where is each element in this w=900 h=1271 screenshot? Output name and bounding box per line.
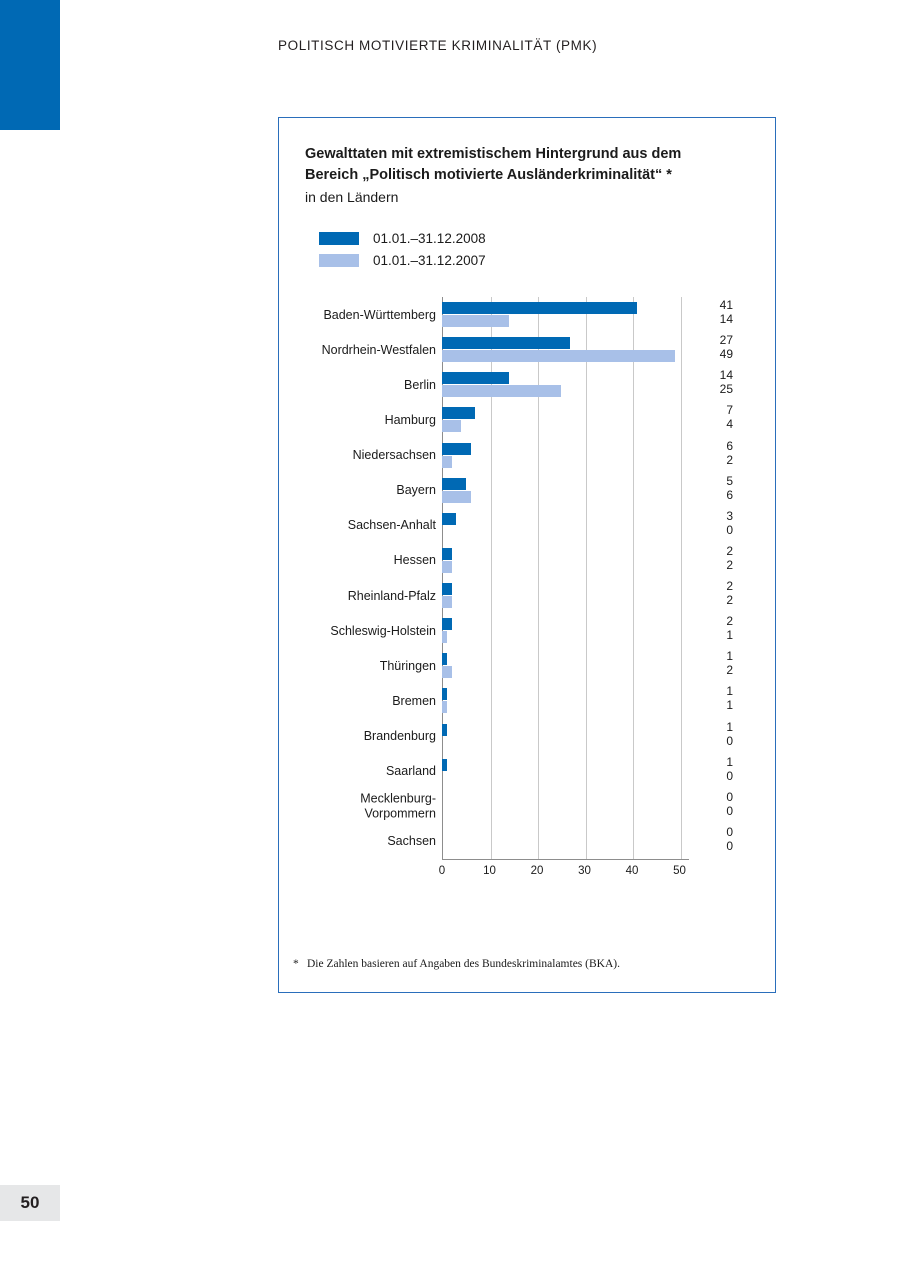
bar-group [442,367,689,402]
bar-group [442,789,689,824]
bar-2007 [442,315,509,327]
bar-2008 [442,653,447,665]
legend-item-2007 [319,249,749,271]
value-label-2007: 2 [726,663,733,678]
value-label-2007: 0 [726,733,733,748]
value-label-2008: 2 [726,579,733,594]
chart-row [279,508,775,543]
category-label: Bremen [392,693,436,708]
bar-2008 [442,337,570,349]
value-label-2007: 0 [726,522,733,537]
decorative-corner-block [0,0,60,130]
bar-2008 [442,548,452,560]
bar-group [442,824,689,859]
chart-row [279,613,775,648]
bar-2007 [442,456,452,468]
figure-container [278,117,776,993]
chart-row [279,438,775,473]
chart-legend [319,227,749,271]
bar-2008 [442,583,452,595]
bar-group [442,332,689,367]
chart-row [279,754,775,789]
chart-row [279,578,775,613]
bar-2007 [442,701,447,713]
chart-row [279,789,775,824]
bar-2008 [442,513,456,525]
category-label: Rheinland-Pfalz [347,588,436,603]
value-label-2007: 1 [726,628,733,643]
value-label-2007: 14 [719,312,733,327]
chart-row [279,332,775,367]
chart-row [279,402,775,437]
bar-2007 [442,596,452,608]
chart-row [279,648,775,683]
legend-label-2008: 01.01.–31.12.2008 [373,230,486,246]
category-label: Niedersachsen [352,447,436,462]
bar-group [442,438,689,473]
footnote-marker: * [293,958,299,970]
value-label-2007: 4 [726,417,733,432]
category-label: Brandenburg [363,728,436,743]
chart-row [279,473,775,508]
bar-group [442,578,689,613]
bar-group [442,719,689,754]
chart-row [279,824,775,859]
value-label-2008: 5 [726,473,733,488]
bar-2008 [442,478,466,490]
value-label-2007: 2 [726,557,733,572]
value-label-2008: 2 [726,543,733,558]
value-label-2008: 41 [719,298,733,313]
category-label: Saarland [385,764,436,779]
chart-row [279,719,775,754]
footnote-text: Die Zahlen basieren auf Angaben des Bundeskriminalamtes (BKA). [307,958,620,970]
bar-group [442,402,689,437]
x-tick-label: 40 [625,865,639,878]
value-label-2007: 49 [719,347,733,362]
bar-2007 [442,666,452,678]
value-label-2007: 25 [719,382,733,397]
bar-group [442,648,689,683]
category-label: Hessen [393,553,436,568]
chart-area [279,297,775,877]
x-tick-label: 10 [483,865,496,878]
x-tick-label: 20 [530,865,544,878]
bar-2008 [442,372,509,384]
category-label: Sachsen-Anhalt [347,518,436,533]
bar-2007 [442,350,675,362]
category-label: Baden-Württemberg [323,307,436,322]
page-number-block [0,1185,60,1221]
value-label-2007: 0 [726,803,733,818]
value-label-2008: 0 [726,789,733,804]
bar-2007 [442,491,471,503]
value-label-2007: 0 [726,838,733,853]
bar-2008 [442,407,475,419]
value-label-2008: 14 [719,368,733,383]
value-label-2007: 2 [726,452,733,467]
chart-x-axis [442,859,689,860]
bar-2008 [442,724,447,736]
chart-row [279,367,775,402]
chart-row [279,683,775,718]
value-label-2008: 27 [719,333,733,348]
category-label: Hamburg [384,412,436,427]
bar-2008 [442,443,471,455]
category-label: Berlin [404,377,436,392]
bar-2007 [442,420,461,432]
bar-2008 [442,759,447,771]
category-label: Thüringen [379,658,436,673]
bar-group [442,543,689,578]
value-label-2008: 0 [726,824,733,839]
legend-item-2008 [319,227,749,249]
chart-row [279,297,775,332]
bar-2008 [442,618,452,630]
value-label-2007: 6 [726,487,733,502]
value-label-2007: 0 [726,768,733,783]
bar-group [442,473,689,508]
bar-2007 [442,385,561,397]
category-label: Mecklenburg- Vorpommern [360,791,436,821]
figure-title [305,144,749,186]
running-head: POLITISCH MOTIVIERTE KRIMINALITÄT (PMK) [278,38,598,53]
chart-row [279,543,775,578]
bar-2008 [442,302,637,314]
x-tick-label: 50 [673,865,686,878]
bar-group [442,508,689,543]
legend-swatch-icon-2007 [319,254,359,267]
value-label-2008: 7 [726,403,733,418]
figure-footnote [293,958,761,970]
chart-rows [279,297,775,859]
bar-group [442,297,689,332]
figure-subtitle: in den Ländern [305,189,399,206]
value-label-2008: 3 [726,508,733,523]
category-label: Schleswig-Holstein [330,623,436,638]
bar-2008 [442,688,447,700]
legend-swatch-icon-2008 [319,232,359,245]
value-label-2008: 6 [726,438,733,453]
value-label-2008: 1 [726,719,733,734]
figure-title-line2: Bereich „Politisch motivierte Ausländerkriminalität“ * [305,167,672,184]
value-label-2007: 1 [726,698,733,713]
bar-group [442,613,689,648]
bar-2007 [442,631,447,643]
legend-label-2007: 01.01.–31.12.2007 [373,252,486,268]
bar-group [442,683,689,718]
bar-group [442,754,689,789]
category-label: Sachsen [387,834,436,849]
value-label-2008: 1 [726,649,733,664]
x-tick-label: 0 [438,865,446,878]
figure-title-line1: Gewalttaten mit extremistischem Hintergrund aus dem [305,146,682,162]
category-label: Bayern [396,483,436,498]
page-number: 50 [20,1193,40,1212]
category-label: Nordrhein-Westfalen [321,342,436,357]
value-label-2008: 1 [726,754,733,769]
value-label-2008: 2 [726,614,733,629]
value-label-2008: 1 [726,684,733,699]
bar-2007 [442,561,452,573]
value-label-2007: 2 [726,593,733,608]
x-tick-label: 30 [578,865,591,878]
